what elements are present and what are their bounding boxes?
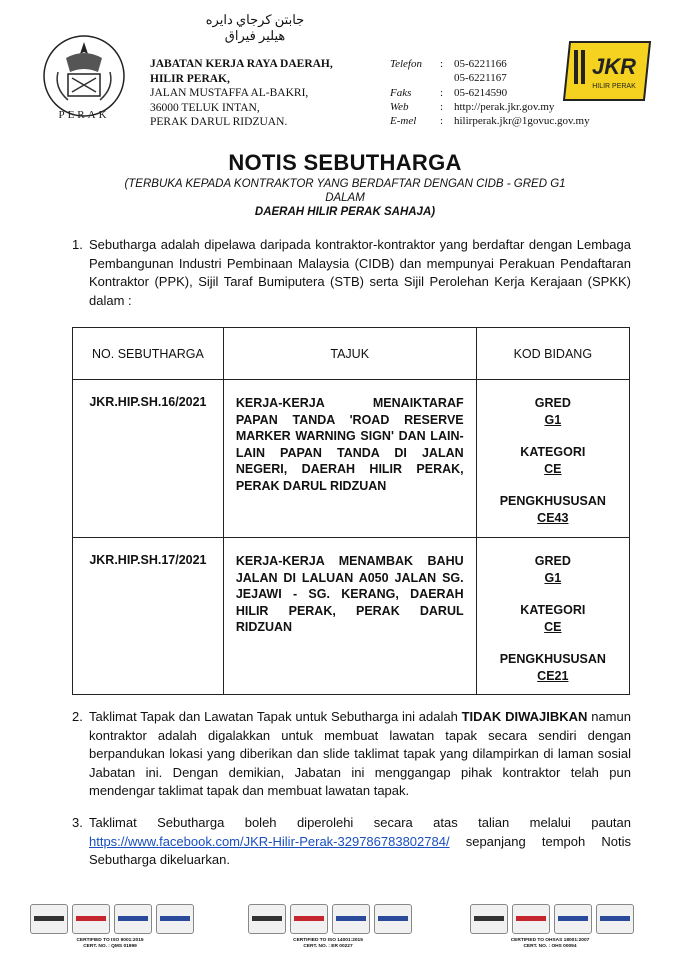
- column-header-tajuk: TAJUK: [223, 328, 476, 380]
- crest-label: PERAK: [58, 109, 110, 121]
- accreditation-badge-icon: [596, 904, 634, 934]
- iqnet-badge-icon: [512, 904, 550, 934]
- kategori-label: KATEGORI: [520, 603, 586, 617]
- iso-14001-group: [248, 900, 428, 956]
- pengkhususan-value: CE43: [537, 510, 569, 525]
- address-line: JALAN MUSTAFFA AL-BAKRI,: [150, 87, 309, 100]
- address-line: HILIR PERAK,: [150, 72, 230, 85]
- ohsas-badge-icon: [470, 904, 508, 934]
- tender-number: JKR.HIP.SH.16/2021: [73, 380, 224, 538]
- website: http://perak.jkr.gov.my: [454, 100, 555, 113]
- gred-label: GRED: [534, 396, 571, 410]
- address-line: PERAK DARUL RIDZUAN.: [150, 116, 288, 129]
- sirim-badge-icon: [332, 904, 370, 934]
- accreditation-badge-icon: [156, 904, 194, 934]
- tender-number: JKR.HIP.SH.17/2021: [73, 538, 224, 695]
- cert-text: CERTIFIED TO ISO 14001:2015 CERT. NO. : ER 00227: [293, 938, 363, 949]
- cert-text: CERTIFIED TO ISO 9001:2015 CERT. NO. : QMS 01999: [76, 938, 144, 949]
- jawi-heading: [190, 12, 320, 44]
- gred-label: GRED: [534, 554, 571, 568]
- paragraph-text: sepanjang tempoh Notis Sebutharga dikeluarkan.: [89, 833, 631, 867]
- table-row: [73, 538, 630, 695]
- column-header-kod: KOD BIDANG: [476, 328, 629, 380]
- column-header-no: NO. SEBUTHARGA: [73, 328, 224, 380]
- tender-code: [476, 380, 629, 538]
- facebook-link[interactable]: https://www.facebook.com/JKR-Hilir-Perak-329786783802784/: [89, 833, 450, 849]
- gred-value: G1: [544, 412, 562, 427]
- pengkhususan-label: PENGKHUSUSAN: [499, 652, 606, 666]
- iqnet-badge-icon: [290, 904, 328, 934]
- tender-code: [476, 538, 629, 695]
- iso-9001-group: [30, 900, 210, 956]
- subtitle-line-1: (TERBUKA KEPADA KONTRAKTOR YANG BERDAFTAR DENGAN CIDB - GRED G1 DALAM: [124, 178, 566, 204]
- paragraph-2: [72, 708, 631, 801]
- table-row: [73, 380, 630, 538]
- notice-subtitle: [110, 177, 580, 219]
- letterhead: [0, 0, 690, 140]
- tender-title: KERJA-KERJA MENAIKTARAF PAPAN TANDA 'ROAD RESERVE MARKER WARNING SIGN' DAN LAIN-LAIN PAPAN TANDA DI JALAN NEGERI, DAERAH HILIR PERAK, PERAK DARUL RIDZUAN: [223, 380, 476, 538]
- pengkhususan-value: CE21: [537, 668, 569, 683]
- paragraph-text: namun kontraktor adalah digalakkan untuk membuat lawatan tapak secara sendiri dengan berpandukan lokasi yang diberikan dan slide taklimat tapak yang dilampirkan di laman sosial Jabatan ini. Dengan demikian, Jabatan ini menggangap pihak kontraktor telah pun mendengar taklimat tapak dan membuat lawatan tapak.: [89, 709, 631, 798]
- iqnet-badge-icon: [72, 904, 110, 934]
- jawi-line-1: جابتن كرجاي دايره: [205, 12, 305, 27]
- phone-2: 05-6221167: [454, 72, 507, 85]
- paragraph-bold-text: TIDAK DIWAJIBKAN: [461, 709, 588, 724]
- kategori-value: CE: [544, 619, 562, 634]
- gred-value: G1: [544, 570, 562, 585]
- table-header-row: [73, 328, 630, 380]
- phone-1: 05-6221166: [454, 58, 507, 70]
- fax: 05-6214590: [454, 86, 508, 99]
- certification-footer: [30, 900, 660, 956]
- address-line: JABATAN KERJA RAYA DAERAH,: [150, 58, 333, 70]
- cert-text: CERTIFIED TO OHSAS 18001:2007 CERT. NO. : OHS 00094: [510, 938, 590, 949]
- contact-row-faks: Faks : 05-6214590: [390, 86, 508, 99]
- paragraph-text: Taklimat Tapak dan Lawatan Tapak untuk Sebutharga ini adalah: [89, 709, 462, 724]
- department-address: [150, 57, 333, 130]
- paragraph-number: 2.: [72, 709, 83, 724]
- paragraph-number: 1.: [72, 237, 83, 252]
- paragraph-text: Sebutharga adalah dipelawa daripada kontraktor-kontraktor yang berdaftar dengan Lembaga Pembangunan Industri Pembinaan Malaysia (CIDB) dan mempunyai Perakuan Pendaftaran Kontraktor (PPK), Sijil Taraf Bumiputera (STB) serta Sijil Perolehan Kerja Kerajaan (SPKK) dalam :: [89, 237, 631, 308]
- kategori-label: KATEGORI: [520, 445, 586, 459]
- contact-row-email: E-mel : hilirperak.jkr@1govuc.gov.my: [390, 115, 590, 128]
- contact-row-web: Web : http://perak.jkr.gov.my: [390, 100, 555, 113]
- contact-row-telefon: Telefon : 05-6221166: [390, 58, 507, 70]
- jkr-logo-text: JKR: [591, 54, 637, 79]
- accreditation-badge-icon: [374, 904, 412, 934]
- pengkhususan-label: PENGKHUSUSAN: [499, 494, 606, 508]
- perak-crest-logo: [38, 32, 130, 124]
- sirim-badge-icon: [114, 904, 152, 934]
- ohsas-18001-group: [470, 900, 650, 956]
- jkr-logo-subtext: HILIR PERAK: [592, 83, 636, 90]
- jkr-logo: [560, 36, 656, 106]
- tender-title: KERJA-KERJA MENAMBAK BAHU JALAN DI LALUAN A050 JALAN SG. JEJAWI - SG. KERANG, DAERAH HILIR PERAK, PERAK DARUL RIDZUAN: [223, 538, 476, 695]
- paragraph-number: 3.: [72, 815, 83, 830]
- kategori-value: CE: [544, 461, 562, 476]
- notice-title: NOTIS SEBUTHARGA: [228, 150, 462, 175]
- paragraph-1: [72, 236, 631, 310]
- sirim-badge-icon: [554, 904, 592, 934]
- paragraph-text: Taklimat Sebutharga boleh diperolehi secara atas talian melalui pautan: [89, 815, 631, 830]
- quality-badge-icon: [30, 904, 68, 934]
- jawi-line-2: هيلير فيراق: [224, 28, 286, 43]
- environment-badge-icon: [248, 904, 286, 934]
- subtitle-line-2: DAERAH HILIR PERAK SAHAJA): [254, 206, 436, 218]
- paragraph-3: [72, 814, 631, 870]
- email: hilirperak.jkr@1govuc.gov.my: [454, 115, 590, 128]
- tender-table: [72, 327, 630, 695]
- address-line: 36000 TELUK INTAN,: [150, 101, 260, 114]
